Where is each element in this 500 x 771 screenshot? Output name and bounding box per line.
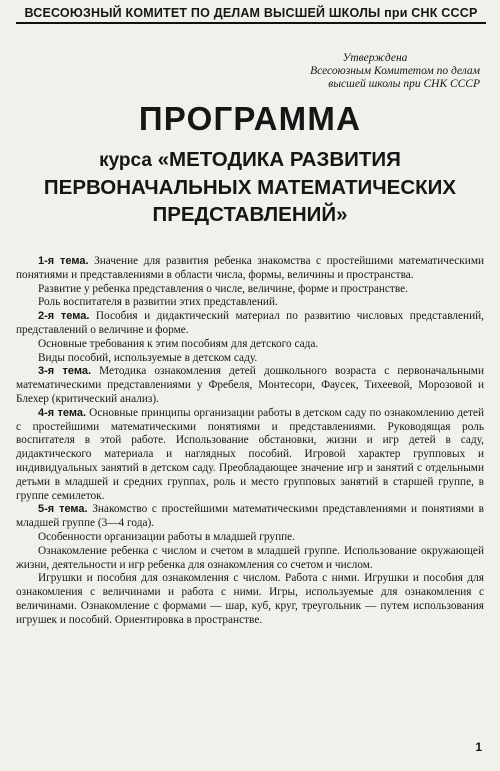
approval-line-2: Всесоюзным Комитетом по делам	[310, 65, 480, 77]
topic-label: 1-я тема.	[38, 255, 89, 267]
topic-label: 2-я тема.	[38, 310, 90, 323]
paragraph-text: Виды пособий, используемые в детском саду.	[38, 351, 258, 364]
page-number: 1	[475, 740, 482, 754]
course-title	[20, 146, 480, 228]
paragraph-text: Игрушки и пособия для ознакомления с числом. Работа с ними. Игрушки и пособия для ознакомления с величинами и работа с ними. Игры, используемые для ознакомления с величинами. Ознакомление с формами — шар, куб, круг, треугольник — путем использования игрушек и пособий. Ориентировка в пространстве.	[16, 572, 484, 626]
body-paragraph	[16, 338, 484, 352]
body-paragraph	[16, 283, 484, 297]
header-institution: ВСЕСОЮЗНЫЙ КОМИТЕТ ПО ДЕЛАМ ВЫСШЕЙ ШКОЛЫ при СНК СССР	[16, 6, 486, 24]
course-prefix: курса	[99, 150, 152, 171]
approval-block	[240, 52, 480, 91]
paragraph-text: Развитие у ребенка представления о числе, величине, форме и пространстве.	[38, 282, 408, 295]
paragraph-text: Основные требования к этим пособиям для детского сада.	[38, 337, 319, 350]
body-paragraph	[16, 310, 484, 338]
course-name-part-1: «МЕТОДИКА РАЗВИТИЯ	[157, 148, 401, 171]
topic-label: 5-я тема.	[38, 503, 88, 516]
body-paragraph	[16, 572, 484, 627]
paragraph-text: Знакомство с простейшими математическими представлениями и понятиями в младшей группе (3—4 года).	[16, 503, 484, 530]
body-paragraph	[16, 531, 484, 545]
paragraph-text: Основные принципы организации работы в детском саду по ознакомлению детей с простейшими математическими понятиями и представлениями. Руководящая роль воспитателя в этой работе. Использование обстановки, жизни и игр детей в саду, дидактического материала и наглядных пособий. Игровой характер групповых и индивидуальных занятий в детском саду. Преобладающее значение игр и занятий с отдельными детьми в младшей и средних группах, роль и место групповых занятий в старшей группе, в группе семилеток.	[16, 406, 484, 502]
paragraph-text: Ознакомление ребенка с числом и счетом в младшей группе. Использование окружающей жизни, деятельности и игр ребенка для ознакомления со счетом и числом.	[16, 544, 484, 571]
body-paragraph	[16, 255, 484, 283]
course-title-line-3: ПРЕДСТАВЛЕНИЙ»	[152, 203, 348, 226]
program-body	[16, 255, 484, 628]
approval-line-1: Утверждена	[342, 52, 408, 64]
body-paragraph	[16, 365, 484, 406]
topic-label: 3-я тема.	[38, 365, 92, 378]
body-paragraph	[16, 352, 484, 366]
body-paragraph	[16, 545, 484, 573]
paragraph-text: Методика ознакомления детей дошкольного возраста с первоначальными математическими представлениями у Фребеля, Монтесори, Фаусек, Тихеевой, Морозовой и Блехер (критический анализ).	[16, 365, 485, 405]
paragraph-text: Особенности организации работы в младшей группе.	[38, 530, 296, 543]
course-title-line-1	[20, 146, 480, 174]
course-title-line-2: ПЕРВОНАЧАЛЬНЫХ МАТЕМАТИЧЕСКИХ	[43, 176, 457, 199]
paragraph-text: Пособия и дидактический материал по развитию числовых представлений, представлений о величине и форме.	[16, 310, 484, 336]
approval-line-3: высшей школы при СНК СССР	[328, 78, 480, 90]
paragraph-text: Роль воспитателя в развитии этих представлений.	[38, 296, 278, 309]
paragraph-text: Значение для развития ребенка знакомства с простейшими математическими понятиями и представлениями в области числа, формы, величины и пространства.	[16, 255, 485, 281]
topic-label: 4-я тема.	[38, 406, 87, 419]
body-paragraph	[16, 407, 484, 504]
body-paragraph	[16, 503, 484, 531]
page-title: ПРОГРАММА	[138, 100, 362, 137]
body-paragraph	[16, 296, 484, 310]
